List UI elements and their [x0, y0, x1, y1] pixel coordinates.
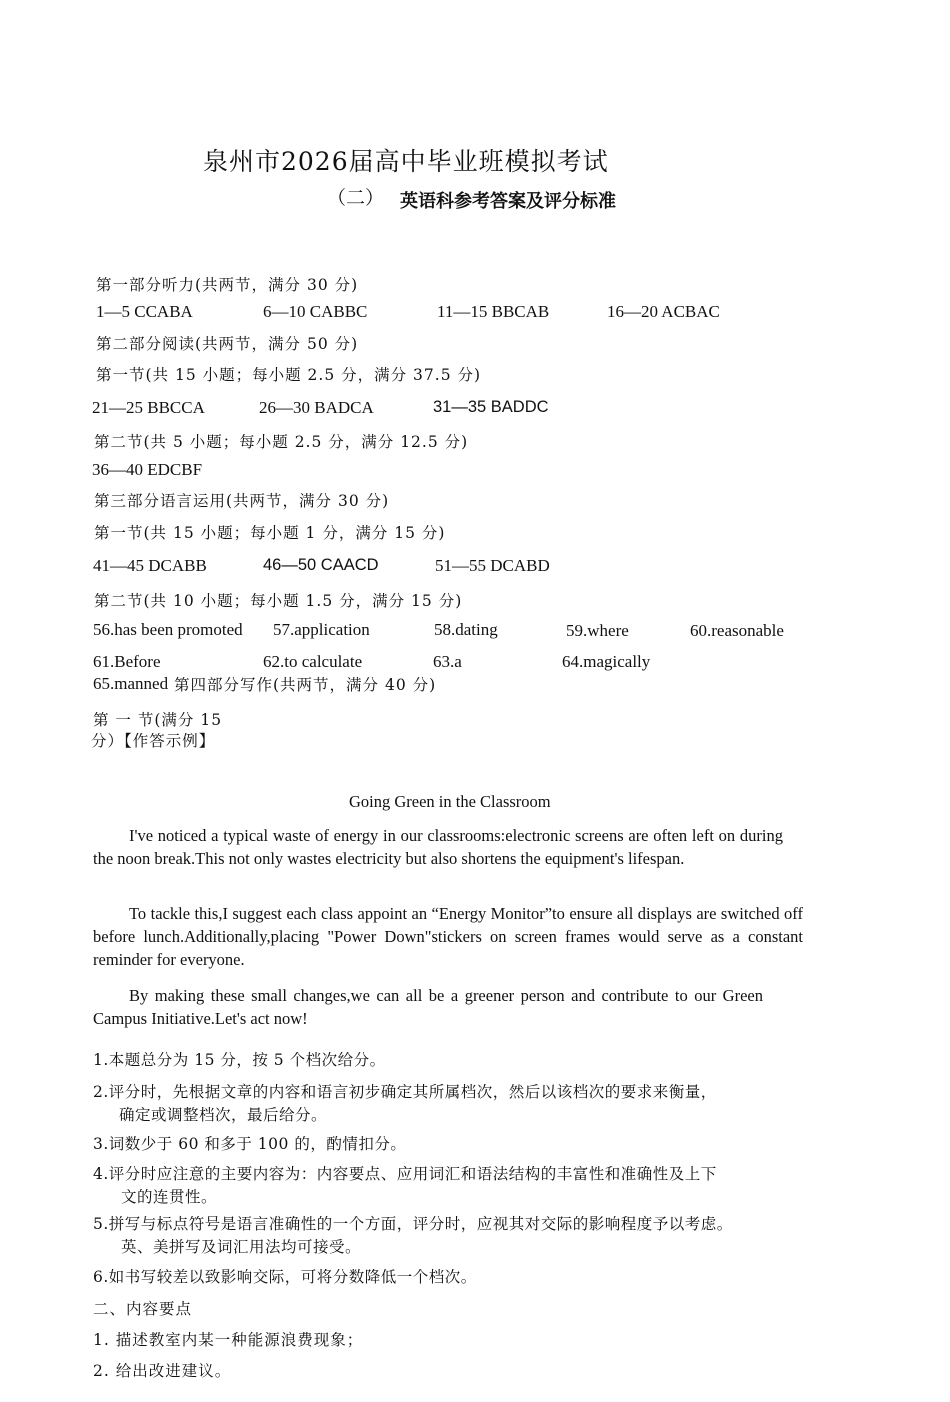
part3-sec2-answer: 58.dating — [434, 620, 498, 639]
exam-subtitle-paren: （二） — [327, 187, 385, 209]
criteria-item: 6.如书写较差以致影响交际，可将分数降低一个档次。 — [93, 1268, 477, 1286]
points-heading: 二、内容要点 — [93, 1300, 193, 1318]
part1-answer: 11—15 BBCAB — [437, 302, 550, 321]
part1-answer: 6—10 CABBC — [263, 302, 368, 321]
part3-sec2-answer: 60.reasonable — [690, 621, 784, 640]
part3-sec2-answer: 56.has been promoted — [93, 620, 243, 639]
exam-title: 泉州市2026届高中毕业班模拟考试 — [203, 147, 609, 176]
part3-sec1-heading: 第一节(共 15 小题；每小题 1 分，满分 15 分) — [94, 524, 446, 542]
exam-subtitle: 英语科参考答案及评分标准 — [400, 191, 616, 212]
criteria-item: 5.拼写与标点符号是语言准确性的一个方面，评分时，应视其对交际的影响程度予以考虑。 英、美拼写及词汇用法均可接受。 — [93, 1215, 733, 1256]
part1-answer: 1—5 CCABA — [96, 302, 193, 321]
points-item: 2. 给出改进建议。 — [93, 1362, 232, 1380]
part4-heading: 第四部分写作(共两节，满分 40 分) — [174, 676, 437, 694]
part2-heading: 第二部分阅读(共两节，满分 50 分) — [96, 335, 359, 353]
part3-heading: 第三部分语言运用(共两节，满分 30 分) — [94, 492, 390, 510]
part4-sec1-line1: 第 一 节(满分 15 — [93, 711, 223, 729]
part3-sec2-answer: 65.manned — [93, 674, 169, 693]
part2-sec2-heading: 第二节(共 5 小题；每小题 2.5 分，满分 12.5 分) — [94, 433, 469, 451]
essay-paragraph: By making these small changes,we can all be a greener person and contribute to our Green Campus Initiative.Let's act now! — [93, 986, 763, 1028]
part2-sec1-answer: 21—25 BBCCA — [92, 398, 205, 417]
part3-sec2-answer: 63.a — [433, 652, 462, 671]
criteria-item: 2.评分时，先根据文章的内容和语言初步确定其所属档次，然后以该档次的要求来衡量， 确定或调整档次，最后给分。 — [93, 1083, 717, 1124]
part2-sec1-answer: 26—30 BADCA — [259, 398, 374, 417]
part3-sec1-answer: 51—55 DCABD — [435, 556, 550, 575]
part3-sec2-answer: 59.where — [566, 621, 629, 640]
part3-sec2-answer: 61.Before — [93, 652, 161, 671]
part3-sec2-answer: 62.to calculate — [263, 652, 363, 671]
part1-answer: 16—20 ACBAC — [607, 302, 720, 321]
points-item: 1. 描述教室内某一种能源浪费现象； — [93, 1331, 364, 1349]
essay-paragraph: I've noticed a typical waste of energy in our classrooms:electronic screens are often left on during the noon break.This not only wastes electricity but also shortens the equipment's lifespan. — [93, 826, 783, 868]
criteria-item: 1.本题总分为 15 分，按 5 个档次给分。 — [93, 1051, 386, 1069]
part4-sec1-line2: 分）【作答示例】 — [91, 732, 216, 750]
essay-paragraph: To tackle this,I suggest each class appoint an “Energy Monitor”to ensure all displays are switched off before lunch.Additionally,placing "Power Down"stickers on screen frames would serve as a constant reminder for everyone. — [93, 904, 803, 969]
essay-title: Going Green in the Classroom — [349, 792, 551, 811]
part3-sec2-heading: 第二节(共 10 小题；每小题 1.5 分，满分 15 分) — [94, 592, 463, 610]
part3-sec1-answer: 46—50 CAACD — [263, 556, 379, 574]
part3-sec1-answer: 41—45 DCABB — [93, 556, 207, 575]
part3-sec2-answer: 64.magically — [562, 652, 651, 671]
part2-sec1-heading: 第一节(共 15 小题；每小题 2.5 分，满分 37.5 分) — [96, 366, 482, 384]
part3-sec2-answer: 57.application — [273, 620, 370, 639]
part2-sec2-answer: 36—40 EDCBF — [92, 460, 203, 479]
criteria-item: 3.词数少于 60 和多于 100 的，酌情扣分。 — [93, 1135, 407, 1153]
criteria-item: 4.评分时应注意的主要内容为：内容要点、应用词汇和语法结构的丰富性和准确性及上下 文的连贯性。 — [93, 1165, 717, 1206]
part2-sec1-answer: 31—35 BADDC — [433, 398, 549, 416]
part1-heading: 第一部分听力(共两节，满分 30 分) — [96, 276, 359, 294]
